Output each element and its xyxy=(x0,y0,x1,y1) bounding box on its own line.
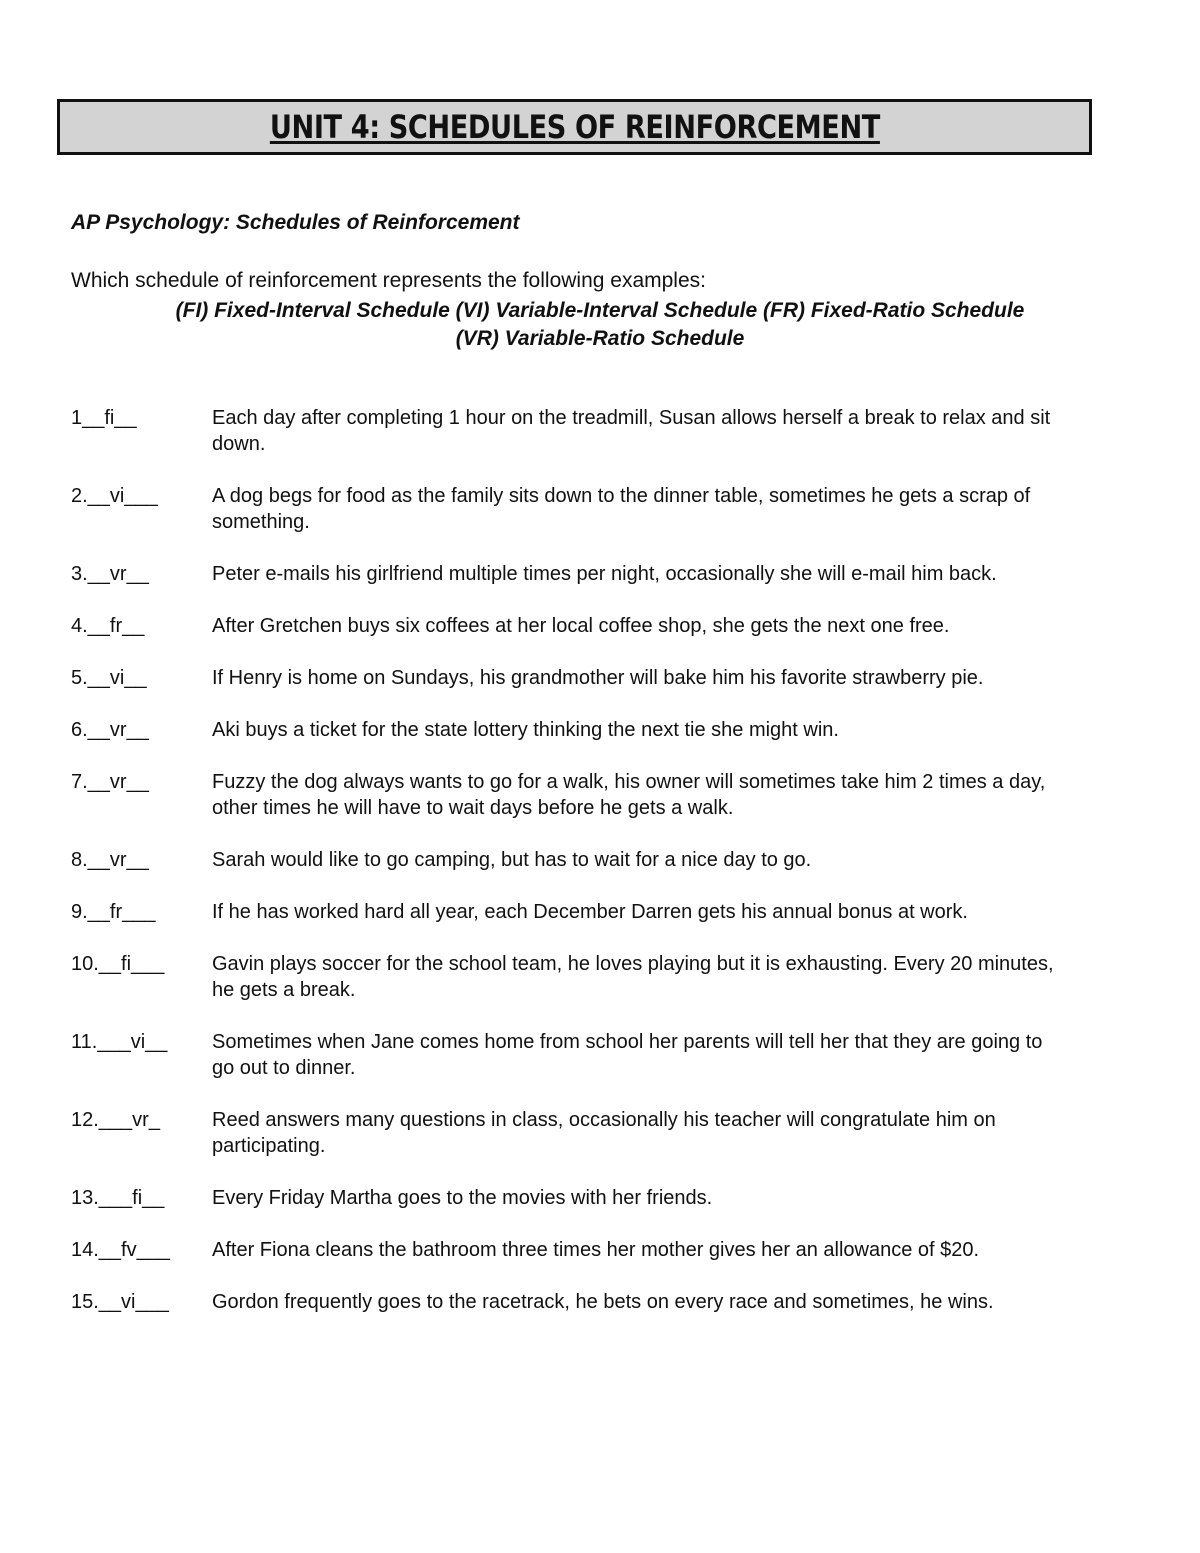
question-answer: 2.__vi___ xyxy=(71,485,158,507)
question-answer: 7.__vr__ xyxy=(71,771,149,793)
question-text: Every Friday Martha goes to the movies with her friends. xyxy=(212,1187,713,1209)
question-item xyxy=(71,613,1071,639)
question-text: Sarah would like to go camping, but has to wait for a nice day to go. xyxy=(212,849,812,871)
question-text: Sometimes when Jane comes home from school her parents will tell her that they are going to go out to dinner. xyxy=(212,1031,1043,1079)
question-item xyxy=(71,1029,1071,1081)
question-item xyxy=(71,405,1071,457)
question-answer: 13.___fi__ xyxy=(71,1187,165,1209)
question-answer: 10.__fi___ xyxy=(71,953,165,975)
title-box xyxy=(57,99,1092,155)
question-answer: 1__fi__ xyxy=(71,407,137,429)
question-answer: 11.___vi__ xyxy=(71,1031,168,1053)
question-item xyxy=(71,665,1071,691)
question-item xyxy=(71,899,1071,925)
question-text: A dog begs for food as the family sits down to the dinner table, sometimes he gets a scrap of something. xyxy=(212,485,1031,533)
question-text: If he has worked hard all year, each December Darren gets his annual bonus at work. xyxy=(212,901,968,923)
question-answer: 3.__vr__ xyxy=(71,563,149,585)
question-text: If Henry is home on Sundays, his grandmother will bake him his favorite strawberry pie. xyxy=(212,667,984,689)
question-answer: 5.__vi__ xyxy=(71,667,147,689)
page-title: UNIT 4: SCHEDULES OF REINFORCEMENT xyxy=(269,108,880,146)
question-text: Gordon frequently goes to the racetrack, he bets on every race and sometimes, he wins. xyxy=(212,1291,994,1313)
question-answer: 14.__fv___ xyxy=(71,1239,170,1261)
question-text: Gavin plays soccer for the school team, he loves playing but it is exhausting. Every 20 minutes, he gets a break. xyxy=(212,953,1054,1001)
question-answer: 4.__fr__ xyxy=(71,615,145,637)
question-text: Peter e-mails his girlfriend multiple times per night, occasionally she will e-mail him back. xyxy=(212,563,997,585)
question-answer: 9.__fr___ xyxy=(71,901,156,923)
question-text: Reed answers many questions in class, occasionally his teacher will congratulate him on participating. xyxy=(212,1109,996,1157)
question-item xyxy=(71,483,1071,535)
question-answer: 6.__vr__ xyxy=(71,719,149,741)
question-text: After Gretchen buys six coffees at her local coffee shop, she gets the next one free. xyxy=(212,615,950,637)
question-answer: 8.__vr__ xyxy=(71,849,149,871)
schedule-legend-line-1: (FI) Fixed-Interval Schedule (VI) Variable-Interval Schedule (FR) Fixed-Ratio Schedule xyxy=(175,299,1025,322)
subtitle: AP Psychology: Schedules of Reinforcement xyxy=(71,211,520,234)
question-text: After Fiona cleans the bathroom three times her mother gives her an allowance of $20. xyxy=(212,1239,980,1261)
question-answer: 15.__vi___ xyxy=(71,1291,169,1313)
question-item xyxy=(71,847,1071,873)
question-item xyxy=(71,1107,1071,1159)
question-text: Fuzzy the dog always wants to go for a walk, his owner will sometimes take him 2 times a day, other times he will have to wait days before he gets a walk. xyxy=(212,771,1046,819)
instruction: Which schedule of reinforcement represents the following examples: xyxy=(71,269,706,292)
question-item xyxy=(71,769,1071,821)
question-item xyxy=(71,1185,1071,1211)
question-text: Aki buys a ticket for the state lottery thinking the next tie she might win. xyxy=(212,719,839,741)
question-item xyxy=(71,1237,1071,1263)
schedule-legend-line-2: (VR) Variable-Ratio Schedule xyxy=(455,327,745,350)
schedule-legend xyxy=(71,297,1129,353)
question-item xyxy=(71,951,1071,1003)
question-item xyxy=(71,1289,1071,1315)
question-item xyxy=(71,561,1071,587)
question-answer: 12.___vr_ xyxy=(71,1109,160,1131)
question-item xyxy=(71,717,1071,743)
question-list xyxy=(71,405,1071,1341)
question-text: Each day after completing 1 hour on the treadmill, Susan allows herself a break to relax and sit down. xyxy=(212,407,1051,455)
